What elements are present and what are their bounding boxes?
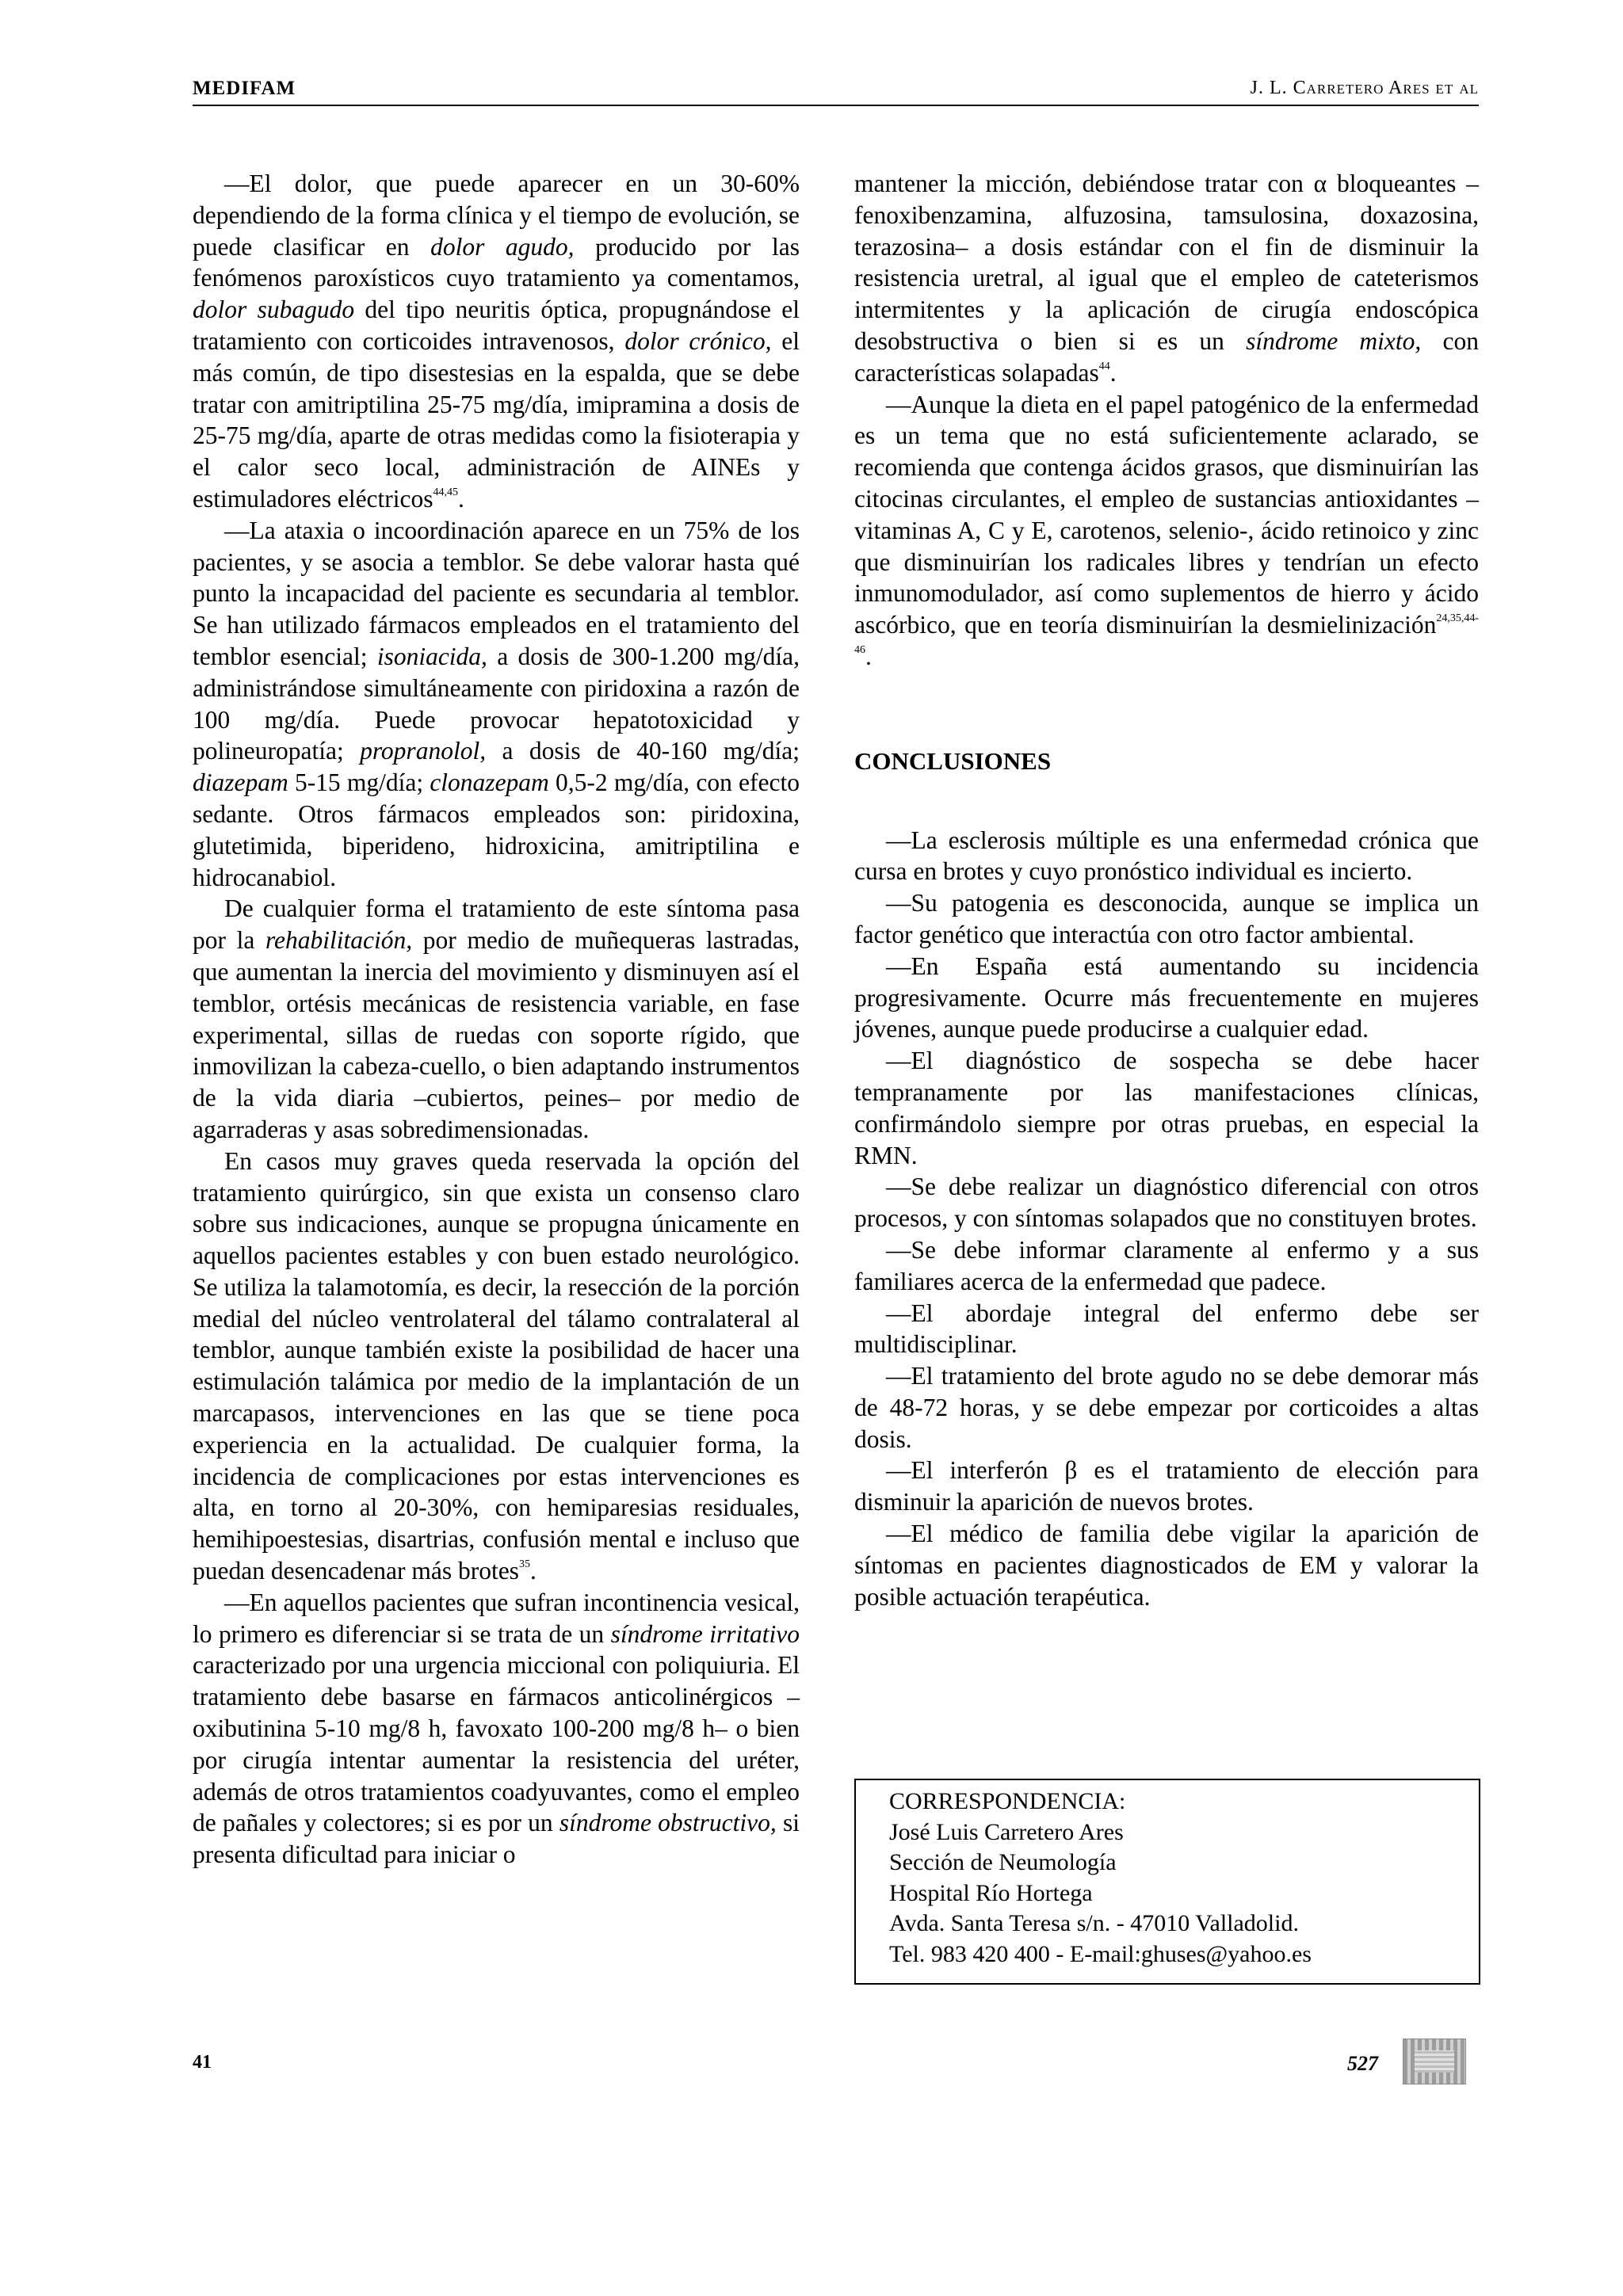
conclusion-item: —En España está aumentando su incidencia progresivamente. Ocurre más frecuentemente en mujeres jóvenes, aunque puede producirse a cualquier edad. (854, 952, 1479, 1043)
publisher-logo-icon (1403, 2039, 1466, 2084)
paragraph-diet: —Aunque la dieta en el papel patogénico de la enfermedad es un tema que no está suficientemente aclarado, se recomienda que contenga ácidos grasos, que disminuirían las citocinas circulantes, el empleo de sustancias antioxidantes –vitaminas A, C y E, carotenos, selenio-, ácido retinoico y zinc que disminuirían los radicales libres y tendrían un efecto inmunomodulador, así como suplementos de hierro y ácido ascórbico, que en teoría disminuirían la desmielinización$^{24,35,44-46}$. (854, 390, 1479, 670)
correspondence-name: José Luis Carretero Ares (889, 1818, 1124, 1845)
paragraph-incontinence: —En aquellos pacientes que sufran incontinencia vesical, lo primero es diferenciar si se trata de un síndrome irritativo caracterizado por una urgencia miccional con poliquiuria. El tratamiento debe basarse en fármacos anticolinérgicos –oxibutinina 5-10 mg/8 h, favoxato 100-200 mg/8 h– o bien por cirugía intentar aumentar la resistencia del uréter, además de otros tratamientos coadyuvantes, como el empleo de pañales y colectores; si es por un síndrome obstructivo, si presenta dificultad para iniciar o (193, 1588, 800, 1869)
paragraph-continuation: mantener la micción, debiéndose tratar con α bloqueantes –fenoxibenzamina, alfuzosina, tamsulosina, doxazosina, terazosina– a dosis estándar con el fin de disminuir la resistencia uretral, al igual que el empleo de cateterismos intermitentes y la aplicación de cirugía endoscópica desobstructiva o bien si es un síndrome mixto, con características solapadas$^{44}$. (854, 170, 1479, 387)
page-number-right: 527 (1347, 2052, 1378, 2075)
right-column (854, 168, 1479, 1612)
conclusion-item: —La esclerosis múltiple es una enfermedad crónica que cursa en brotes y cuyo pronóstico individual es incierto. (854, 826, 1479, 886)
running-authors: J. L. Carretero Ares et al (1250, 78, 1479, 98)
conclusion-item: —El tratamiento del brote agudo no se debe demorar más de 48-72 horas, y se debe empezar por corticoides a altas dosis. (854, 1362, 1479, 1453)
section-title-conclusions: CONCLUSIONES (854, 746, 1052, 775)
conclusion-item: —Se debe realizar un diagnóstico diferencial con otros procesos, y con síntomas solapados que no constituyen brotes. (854, 1173, 1479, 1233)
correspondence-contact: Tel. 983 420 400 - E-mail:ghuses@yahoo.es (889, 1940, 1312, 1967)
paragraph-surgery: En casos muy graves queda reservada la opción del tratamiento quirúrgico, sin que exista un consenso claro sobre sus indicaciones, aunque se propugna únicamente en aquellos pacientes estables y con buen estado neurológico. Se utiliza la talamotomía, es decir, la resección de la porción medial del núcleo ventrolateral del tálamo contralateral al temblor, aunque también existe la posibilidad de hacer una estimulación talámica por medio de la implantación de un marcapasos, intervenciones en las que se tiene poca experiencia en la actualidad. De cualquier forma, la incidencia de complicaciones por estas intervenciones es alta, en torno al 20-30%, con hemiparesias residuales, hemihipoestesias, disartrias, confusión mental e incluso que puedan desencadenar más brotes$^{35}$. (193, 1146, 800, 1585)
paragraph-rehabilitation: De cualquier forma el tratamiento de este síntoma pasa por la rehabilitación, por medio de muñequeras lastradas, que aumentan la inercia del movimiento y disminuyen así el temblor, ortésis mecánicas de resistencia variable, en fase experimental, sillas de ruedas con soporte rígido, que inmovilizan la cabeza-cuello, o bien adaptando instrumentos de la vida diaria –cubiertos, peines– por medio de agarraderas y asas sobredimensionadas. (193, 894, 800, 1143)
correspondence-hospital: Hospital Río Hortega (889, 1879, 1093, 1906)
conclusion-item: —El diagnóstico de sospecha se debe hacer tempranamente por las manifestaciones clínicas, confirmándolo siempre por otras pruebas, en especial la RMN. (854, 1047, 1479, 1169)
journal-name: MEDIFAM (193, 78, 296, 99)
conclusion-item: —El médico de familia debe vigilar la aparición de síntomas en pacientes diagnosticados de EM y valorar la posible actuación terapéutica. (854, 1520, 1479, 1611)
citation: 44 (1098, 360, 1110, 372)
correspondence-address: Avda. Santa Teresa s/n. - 47010 Valladolid. (889, 1910, 1299, 1936)
correspondence-department: Sección de Neumología (889, 1849, 1117, 1875)
running-header (193, 76, 1479, 106)
conclusion-item: —El abordaje integral del enfermo debe ser multidisciplinar. (854, 1299, 1479, 1359)
citation: 35 (518, 1558, 530, 1571)
citation: 24,35,44-46 (854, 612, 1479, 656)
correspondence-box (854, 1779, 1480, 1985)
citation: 44,45 (433, 486, 459, 498)
paragraph-pain: —El dolor, que puede aparecer en un 30-60% dependiendo de la forma clínica y el tiempo de evolución, se puede clasificar en dolor agudo, producido por las fenómenos paroxísticos cuyo tratamiento ya comentamos, dolor subagudo del tipo neuritis óptica, propugnándose el tratamiento con corticoides intravenosos, dolor crónico, el más común, de tipo disestesias en la espalda, que se debe tratar con amitriptilina 25-75 mg/día, imipramina a dosis de 25-75 mg/día, aparte de otras medidas como la fisioterapia y el calor seco local, administración de AINEs y estimuladores eléctricos$^{44,45}$. (193, 170, 800, 513)
page-number-left: 41 (193, 2052, 212, 2073)
paragraph-ataxia: —La ataxia o incoordinación aparece en un 75% de los pacientes, y se asocia a temblor. Se debe valorar hasta qué punto la incapacidad del paciente es secundaria al temblor. Se han utilizado fármacos empleados en el tratamiento del temblor esencial; isoniacida, a dosis de 300-1.200 mg/día, administrándose simultáneamente con piridoxina a razón de 100 mg/día. Puede provocar hepatotoxicidad y polineuropatía; propranolol, a dosis de 40-160 mg/día; diazepam 5-15 mg/día; clonazepam 0,5-2 mg/día, con efecto sedante. Otros fármacos empleados son: piridoxina, glutetimida, biperideno, hidroxicina, amitriptilina e hidrocanabiol. (193, 516, 800, 891)
correspondence-title: CORRESPONDENCIA: (889, 1788, 1126, 1814)
conclusion-item: —Se debe informar claramente al enfermo y a sus familiares acerca de la enfermedad que padece. (854, 1235, 1479, 1295)
conclusion-item: —El interferón β es el tratamiento de elección para disminuir la aparición de nuevos brotes. (854, 1456, 1479, 1516)
left-column (193, 168, 800, 1871)
conclusion-item: —Su patogenia es desconocida, aunque se implica un factor genético que interactúa con otro factor ambiental. (854, 889, 1479, 948)
